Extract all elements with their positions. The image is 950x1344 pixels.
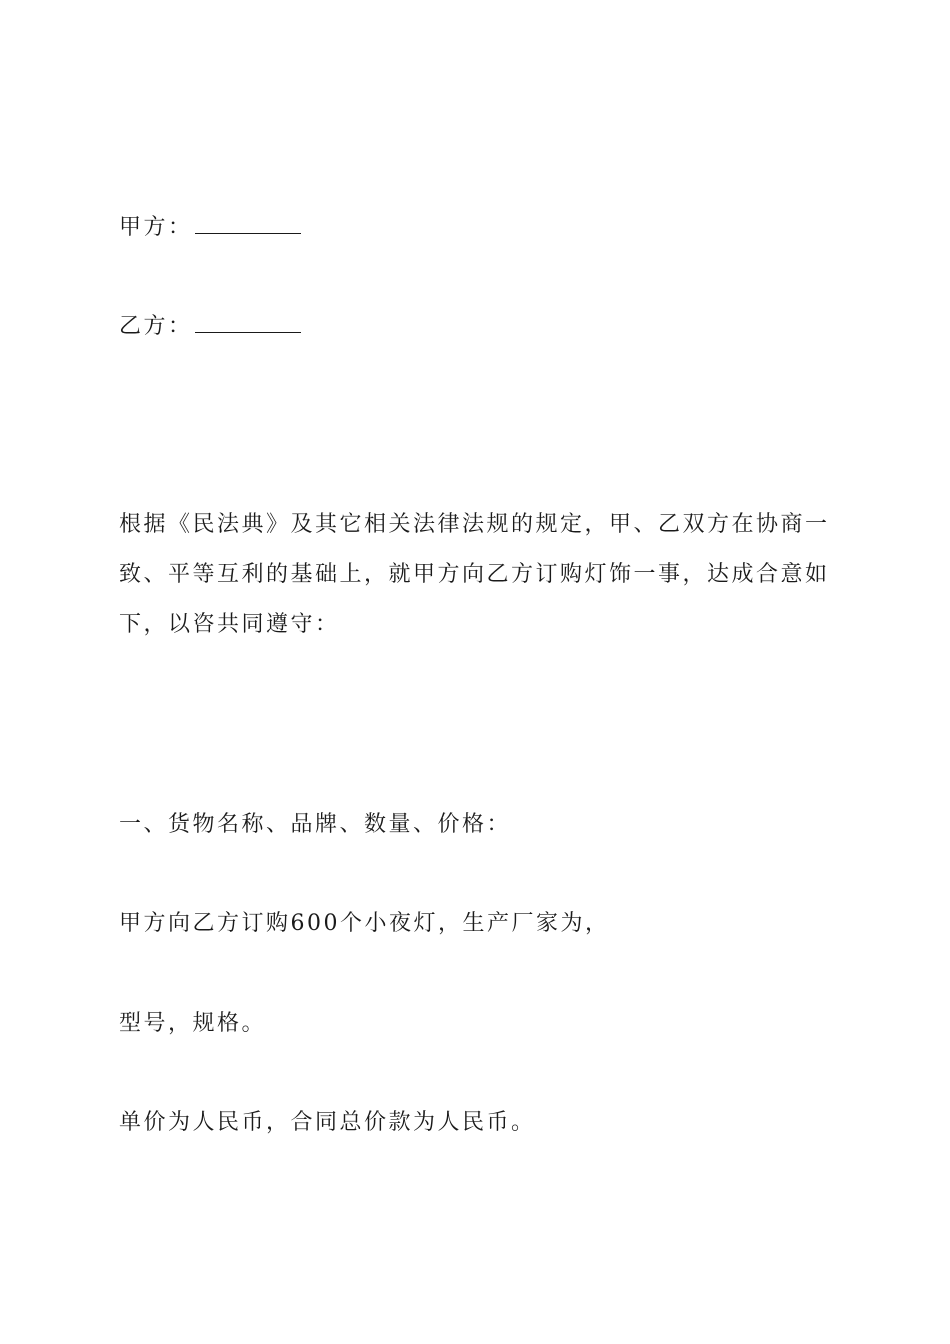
preamble-line: 根据《民法典》及其它相关法律法规的规定，甲、乙双方在协商一 bbox=[119, 512, 830, 537]
party-b-line bbox=[119, 314, 301, 340]
section1-heading: 一、货物名称、品牌、数量、价格： bbox=[119, 812, 512, 837]
preamble-line: 下，以咨共同遵守： bbox=[119, 612, 340, 637]
preamble-line: 致、平等互利的基础上，就甲方向乙方订购灯饰一事，达成合意如 bbox=[119, 562, 830, 587]
section1-line2: 型号，规格。 bbox=[119, 1011, 267, 1036]
section1-line1: 甲方向乙方订购600个小夜灯，生产厂家为， bbox=[119, 911, 610, 936]
party-a-line bbox=[119, 215, 301, 241]
party-b-blank bbox=[195, 318, 301, 333]
preamble-paragraph bbox=[119, 500, 834, 650]
party-a-blank bbox=[195, 219, 301, 234]
party-b-label: 乙方： bbox=[119, 314, 193, 339]
section1-line3: 单价为人民币，合同总价款为人民币。 bbox=[119, 1110, 536, 1135]
party-a-label: 甲方： bbox=[119, 215, 193, 240]
